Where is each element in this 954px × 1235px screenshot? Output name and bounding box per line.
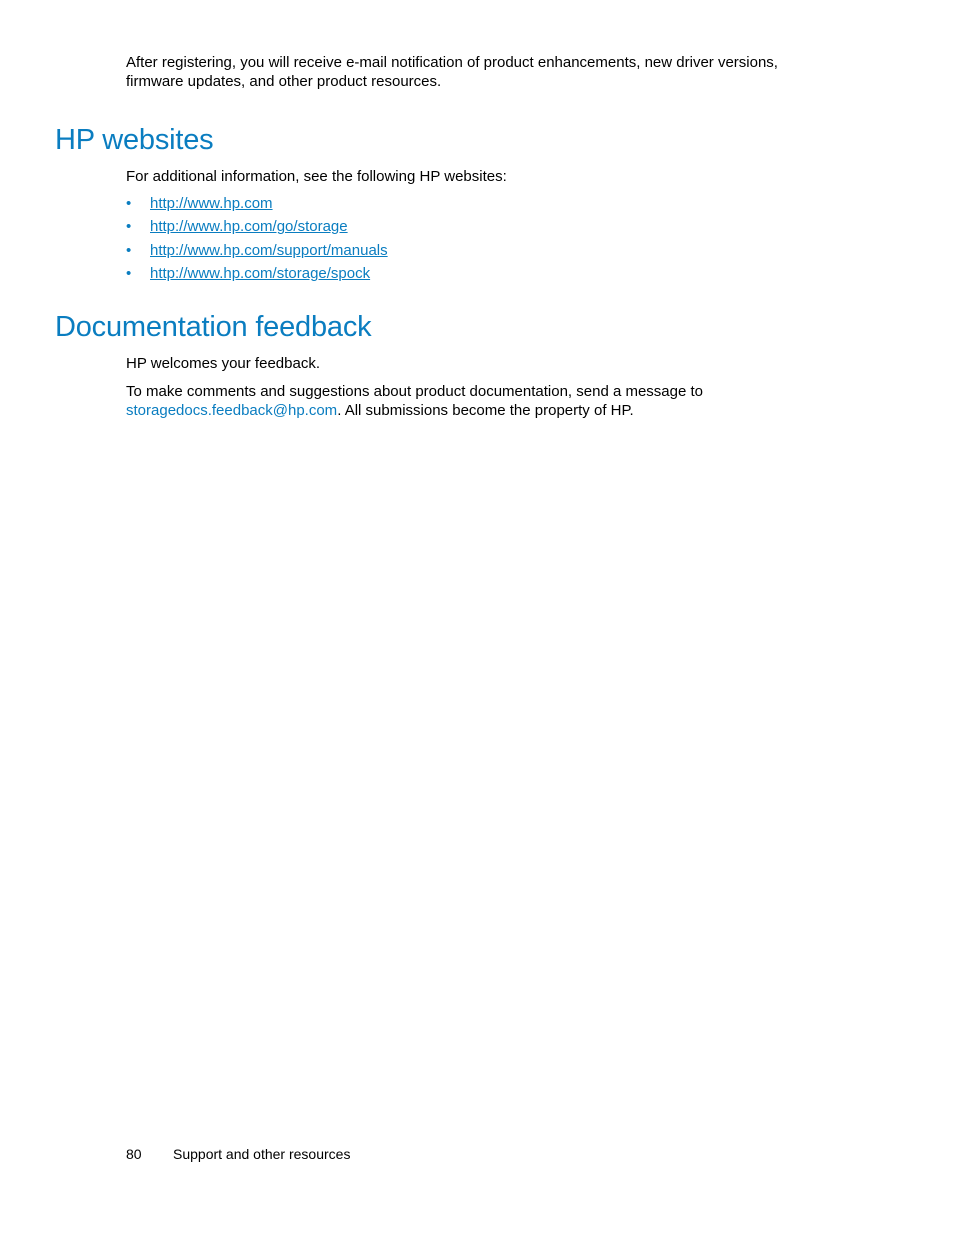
intro-paragraph: After registering, you will receive e-mail notification of product enhancements, new driver versions, firmware updates, and other product resources. xyxy=(126,54,778,90)
link-hp-storage[interactable]: http://www.hp.com/go/storage xyxy=(150,218,348,236)
hp-websites-heading: HP websites xyxy=(55,124,214,156)
feedback-email-link[interactable]: storagedocs.feedback@hp.com xyxy=(126,402,338,419)
bullet-icon: • xyxy=(126,195,132,212)
feedback-comments-paragraph xyxy=(126,382,846,420)
feedback-comments-suffix: . All submissions become the property of HP. xyxy=(337,402,634,419)
page-number: 80 xyxy=(126,1146,142,1162)
documentation-feedback-heading: Documentation feedback xyxy=(55,311,372,343)
list-item xyxy=(126,264,388,287)
hp-websites-link-list xyxy=(126,194,388,287)
bullet-icon: • xyxy=(126,264,132,282)
list-item xyxy=(126,194,388,217)
link-hp-home[interactable]: http://www.hp.com xyxy=(150,195,273,212)
page-footer xyxy=(126,1145,350,1163)
link-hp-support-manuals[interactable]: http://www.hp.com/support/manuals xyxy=(150,241,388,259)
feedback-welcome: HP welcomes your feedback. xyxy=(126,355,320,372)
link-hp-storage-spock[interactable]: http://www.hp.com/storage/spock xyxy=(150,264,371,282)
bullet-icon: • xyxy=(126,218,132,236)
bullet-icon: • xyxy=(126,241,132,259)
feedback-comments-prefix: To make comments and suggestions about product documentation, send a message to xyxy=(126,383,704,400)
hp-websites-intro: For additional information, see the following HP websites: xyxy=(126,168,507,185)
list-item xyxy=(126,217,388,240)
list-item xyxy=(126,241,388,264)
footer-section-title: Support and other resources xyxy=(173,1146,351,1162)
